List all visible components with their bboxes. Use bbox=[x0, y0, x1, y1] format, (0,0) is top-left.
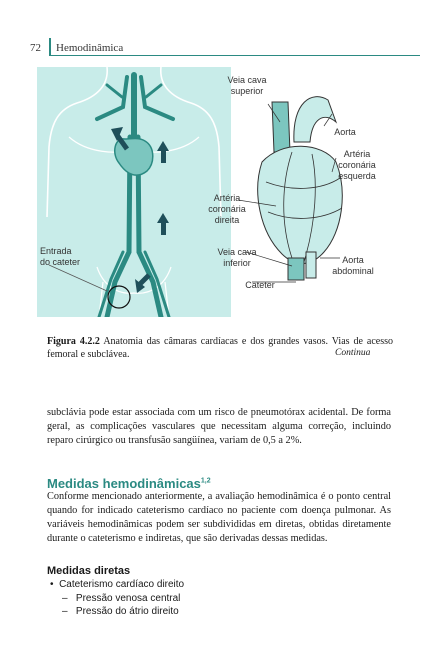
continued-note: Continua bbox=[335, 348, 371, 358]
label-veia-cava-inferior: Veia cava inferior bbox=[217, 247, 257, 268]
label-entrada-do-cateter: Entrada do cateter bbox=[40, 246, 81, 267]
dash-marker: – bbox=[62, 593, 76, 604]
dash-marker: – bbox=[62, 606, 76, 617]
label-arteria-coronaria-direita: Artéria coronária direita bbox=[208, 193, 246, 225]
page-header bbox=[30, 38, 405, 56]
list-subitem-text: Pressão venosa central bbox=[75, 593, 181, 604]
list-subitem-text: Pressão do átrio direito bbox=[75, 606, 179, 617]
section-title bbox=[47, 476, 211, 491]
list-subitem bbox=[62, 592, 180, 605]
bullet-marker: • bbox=[50, 579, 60, 590]
header-rule bbox=[49, 55, 420, 56]
page-number: 72 bbox=[30, 42, 41, 54]
paragraph-complications: subclávia pode estar associada com um risco de pneumotórax acidental. De forma geral, as complicações vasculares que necessitam alguma correção, incluindo reparo cirúrgico ou transfusão sangüínea, variam de 0,5 a 2%. bbox=[47, 407, 391, 446]
body-vessel-illustration bbox=[37, 67, 231, 317]
list-item-bullet bbox=[50, 578, 184, 591]
label-aorta-abdominal: Aorta abdominal bbox=[332, 255, 374, 276]
section-title-ref: 1,2 bbox=[200, 477, 211, 485]
label-veia-cava-superior: Veia cava superior bbox=[227, 75, 267, 96]
subsection-title: Medidas diretas bbox=[47, 565, 131, 577]
header-divider bbox=[49, 38, 51, 56]
label-aorta: Aorta bbox=[334, 127, 356, 137]
figure-caption-text: Anatomia das câmaras cardíacas e dos grandes vasos. Vias de acesso femoral e subclávea. bbox=[47, 336, 394, 360]
section-title-text: Medidas hemodinâmicas bbox=[47, 476, 201, 491]
paragraph-hemodynamic-measures: Conforme mencionado anteriormente, a avaliação hemodinâmica é o ponto central quando for indicado cateterismo cardíaco no paciente com doença pulmonar. As variáveis hemodinâmicas podem ser subdivididas em diretas, obtidas diretamente durante o cateterismo e indiretas, que são derivadas dessas medidas. bbox=[47, 491, 391, 544]
label-cateter: Cateter bbox=[245, 280, 275, 290]
list-item-text: Cateterismo cardíaco direito bbox=[59, 579, 185, 590]
label-arteria-coronaria-esquerda: Artéria coronária esquerda bbox=[338, 149, 376, 181]
list-subitem bbox=[62, 605, 179, 618]
figure-caption-label: Figura 4.2.2 bbox=[47, 336, 100, 347]
running-title: Hemodinâmica bbox=[56, 42, 124, 54]
